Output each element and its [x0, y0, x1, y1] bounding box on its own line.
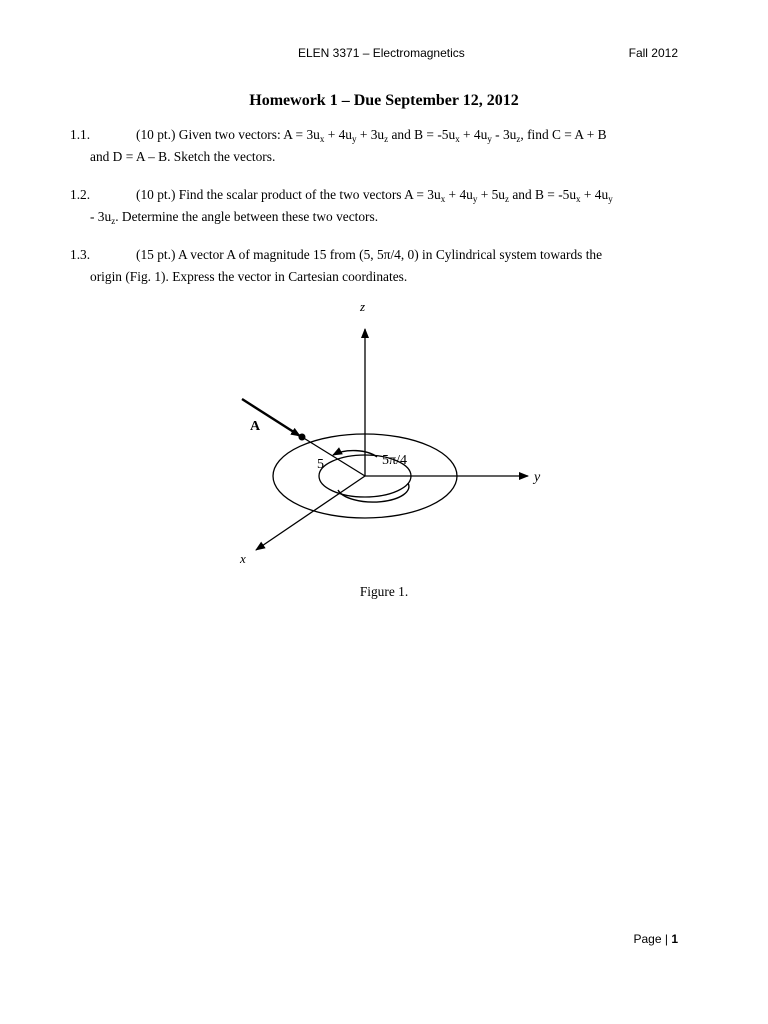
problem-line-1: (10 pt.) Given two vectors: $A = 3u_x + 4u_y + 3u_z$ and $B = -5u_x + 4u_y - 3u_z$, find C = A + B: [136, 127, 607, 144]
problem-line-2: and D = A – B. Sketch the vectors.: [90, 149, 276, 164]
page-title: Homework 1 – Due September 12, 2012: [249, 92, 519, 109]
figure-caption: Figure 1.: [359, 584, 409, 599]
vector-a-point: [299, 434, 306, 441]
problem-line-1: (15 pt.) A vector A of magnitude 15 from (5, 5π/4, 0) in Cylindrical system towards the: [136, 247, 603, 262]
problem-1-3: [70, 244, 678, 288]
problem-number: 1.3.: [70, 247, 91, 262]
x-axis: [256, 476, 365, 550]
problem-line-2: origin (Fig. 1). Express the vector in Cartesian coordinates.: [90, 269, 408, 284]
page-number: 1: [671, 932, 678, 946]
y-label: y: [534, 470, 541, 485]
page-label: Page |: [633, 932, 672, 946]
radius-label: 5: [317, 457, 324, 472]
vector-a-label: A: [250, 419, 261, 434]
problem-line-1: (10 pt.) Find the scalar product of the two vectors $A = 3u_x + 4u_y + 5u_z$ and $B = -5u_x + 4u_y$: [136, 187, 613, 204]
problem-line-2: - $3u_z$. Determine the angle between these two vectors.: [90, 209, 379, 226]
page-footer: [634, 932, 679, 946]
problem-1-2: [70, 184, 678, 228]
term-header: Fall 2012: [628, 46, 678, 60]
radius-line: [302, 437, 365, 476]
x-label: x: [240, 551, 246, 566]
problem-1-1: [70, 124, 678, 168]
problem-number: 1.1.: [70, 127, 91, 142]
cylindrical-coordinates-figure: [220, 295, 560, 570]
problem-number: 1.2.: [70, 187, 91, 202]
angle-label: 5π/4: [382, 453, 407, 468]
course-header: ELEN 3371 – Electromagnetics: [298, 46, 465, 60]
z-label: z: [360, 299, 366, 314]
angle-arc-lower: [338, 483, 409, 502]
